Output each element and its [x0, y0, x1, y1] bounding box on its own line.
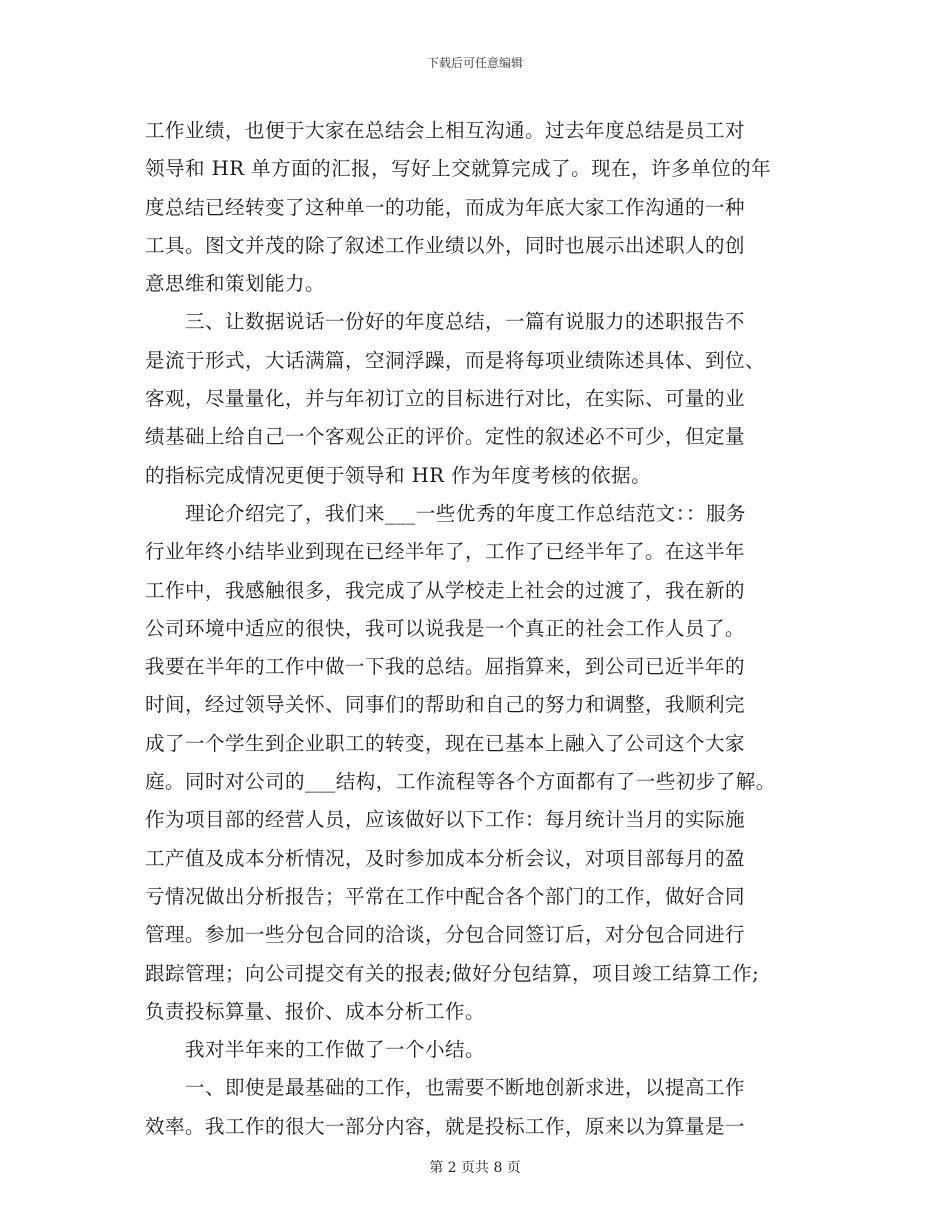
text-line: 管理。参加一些分包合同的洽谈，分包合同签订后，对分包合同进行 [145, 923, 746, 947]
text-line: 度总结已经转变了这种单一的功能，而成为年底大家工作沟通的一种 [145, 195, 746, 219]
text-line: 负责投标算量、报价、成本分析工作。 [145, 999, 486, 1023]
text-line: 跟踪管理；向公司提交有关的报表;做好分包结算，项目竣工结算工作; [145, 961, 760, 985]
text-line: 三、让数据说话一份好的年度总结，一篇有说服力的述职报告不 [185, 310, 746, 334]
text-line: 工产值及成本分析情况，及时参加成本分析会议，对项目部每月的盈 [145, 846, 746, 870]
text-line: 工作中，我感触很多，我完成了从学校走上社会的过渡了，我在新的 [145, 578, 746, 602]
text-line: 时间，经过领导关怀、同事们的帮助和自己的努力和调整，我顺利完 [145, 693, 746, 717]
text-line: 是流于形式，大话满篇，空洞浮躁，而是将每项业绩陈述具体、到位、 [145, 348, 766, 372]
text-line: 效率。我工作的很大一部分内容，就是投标工作，原来以为算量是一 [145, 1114, 746, 1138]
text-line: 意思维和策划能力。 [145, 272, 326, 296]
text-line: 工具。图文并茂的除了叙述工作业绩以外，同时也展示出述职人的创 [145, 233, 746, 257]
text-line: 成了一个学生到企业职工的转变，现在已基本上融入了公司这个大家 [145, 731, 746, 755]
text-line: 一、即使是最基础的工作，也需要不断地创新求进，以提高工作 [185, 1076, 746, 1100]
document-body [145, 112, 805, 1146]
text-line: 作为项目部的经营人员，应该做好以下工作：每月统计当月的实际施 [145, 808, 746, 832]
text-line: 行业年终小结毕业到现在已经半年了，工作了已经半年了。在这半年 [145, 540, 746, 564]
text-line: 的指标完成情况更便于领导和 HR 作为年度考核的依据。 [145, 463, 652, 487]
text-line: 公司环境中适应的很快，我可以说我是一个真正的社会工作人员了。 [145, 616, 746, 640]
text-line: 领导和 HR 单方面的汇报，写好上交就算完成了。现在，许多单位的年 [145, 157, 772, 181]
page-footer: 第 2 页共 8 页 [429, 1160, 521, 1176]
text-line: 理论介绍完了，我们来___一些优秀的年度工作总结范文：：服务 [185, 501, 747, 525]
text-line: 我要在半年的工作中做一下我的总结。屈指算来，到公司已近半年的 [145, 655, 746, 679]
text-line: 我对半年来的工作做了一个小结。 [185, 1038, 486, 1062]
text-line: 客观，尽量量化，并与年初订立的目标进行对比，在实际、可量的业 [145, 387, 746, 411]
text-line: 亏情况做出分析报告；平常在工作中配合各个部门的工作，做好合同 [145, 884, 746, 908]
text-line: 绩基础上给自己一个客观公正的评价。定性的叙述必不可少，但定量 [145, 425, 746, 449]
text-line: 工作业绩，也便于大家在总结会上相互沟通。过去年度总结是员工对 [145, 119, 746, 142]
text-line: 庭。同时对公司的___结构，工作流程等各个方面都有了一些初步了解。 [145, 770, 776, 794]
page-header: 下载后可任意编辑 [426, 56, 523, 70]
